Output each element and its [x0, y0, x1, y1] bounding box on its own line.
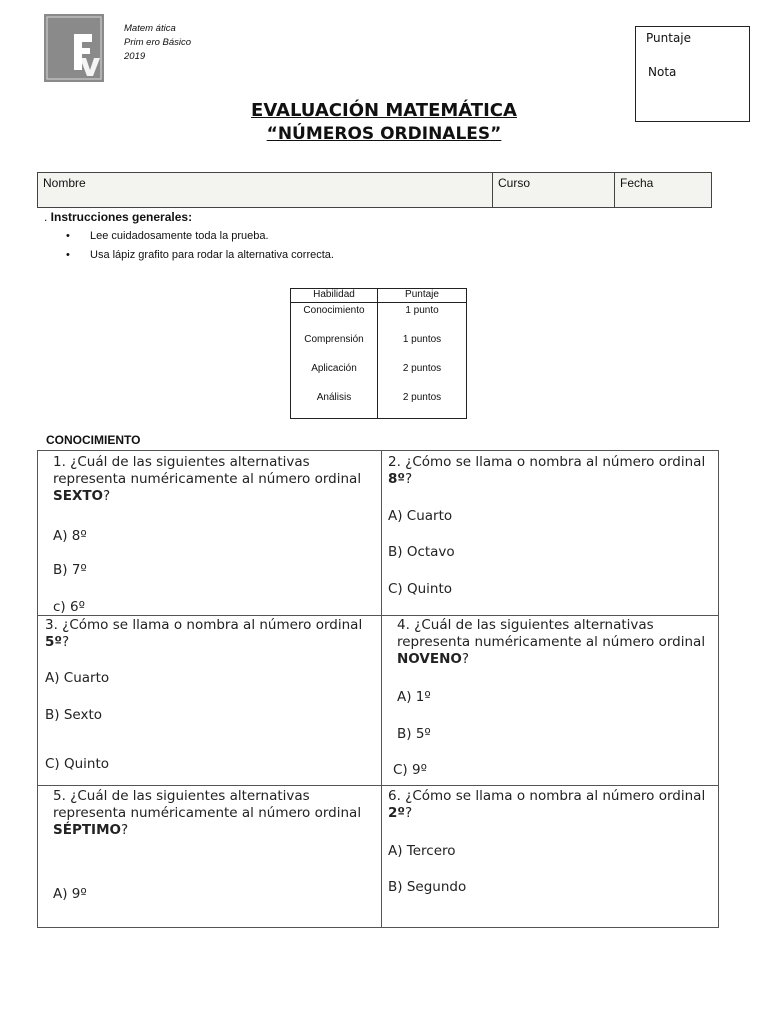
- table-cell: Conocimiento: [291, 303, 378, 332]
- grade-text: Prim ero Básico: [124, 37, 192, 48]
- table-cell: 1 punto: [378, 303, 467, 332]
- instructions-heading: . Instrucciones generales:: [44, 210, 193, 224]
- option-c[interactable]: c) 6º: [53, 599, 85, 615]
- table-row: [291, 390, 467, 419]
- student-info-row: [37, 172, 712, 208]
- table-row: [291, 332, 467, 361]
- school-logo: [44, 14, 104, 82]
- option-b[interactable]: B) Segundo: [388, 879, 467, 895]
- option-b[interactable]: B) 7º: [53, 562, 87, 578]
- subject-text: Matem ática: [124, 23, 176, 34]
- date-field[interactable]: Fecha: [620, 176, 654, 190]
- question-text: 2. ¿Cómo se llama o nombra al número ordinal 8º?: [388, 454, 706, 487]
- table-header: Habilidad: [291, 289, 378, 303]
- option-a[interactable]: A) 1º: [397, 689, 431, 705]
- header-info: [124, 22, 191, 64]
- list-item: • Usa lápiz grafito para rodar la alternativa correcta.: [44, 246, 334, 265]
- option-a[interactable]: A) 8º: [53, 528, 87, 544]
- table-cell: Comprensión: [291, 332, 378, 361]
- grid-divider: [38, 785, 718, 786]
- name-field[interactable]: Nombre: [38, 173, 493, 207]
- table-header-row: [291, 289, 467, 303]
- section-title: CONOCIMIENTO: [46, 433, 141, 447]
- instructions-list: [44, 227, 334, 265]
- question-text: 1. ¿Cuál de las siguientes alternativas representa numéricamente al número ordinal SEXTO?: [53, 454, 362, 504]
- table-cell: 2 puntos: [378, 390, 467, 419]
- list-item: • Lee cuidadosamente toda la prueba.: [44, 227, 334, 246]
- question-text: 5. ¿Cuál de las siguientes alternativas representa numéricamente al número ordinal SÉPTIMO?: [53, 788, 362, 838]
- page-subtitle: “NÚMEROS ORDINALES”: [266, 124, 502, 144]
- year-text: 2019: [124, 51, 146, 62]
- option-a[interactable]: A) 9º: [53, 886, 87, 902]
- question-2: [388, 454, 713, 614]
- option-b[interactable]: B) Octavo: [388, 544, 455, 560]
- question-3: [45, 617, 375, 783]
- table-header: Puntaje: [378, 289, 467, 303]
- table-row: [291, 361, 467, 390]
- question-6: [388, 788, 713, 923]
- option-a[interactable]: A) Cuarto: [388, 508, 453, 524]
- table-cell: 1 puntos: [378, 332, 467, 361]
- questions-grid: [37, 450, 719, 928]
- grid-divider: [38, 615, 718, 616]
- instructions: [44, 210, 334, 265]
- option-b[interactable]: B) 5º: [397, 726, 431, 742]
- table-cell: Aplicación: [291, 361, 378, 390]
- table-row: [291, 303, 467, 332]
- question-text: 6. ¿Cómo se llama o nombra al número ordinal 2º?: [388, 788, 706, 821]
- option-a[interactable]: A) Cuarto: [45, 670, 110, 686]
- course-field[interactable]: Curso: [493, 173, 615, 207]
- grid-divider: [381, 451, 382, 927]
- question-1: [53, 454, 373, 614]
- option-a[interactable]: A) Tercero: [388, 843, 456, 859]
- option-c[interactable]: C) Quinto: [388, 581, 453, 597]
- nota-label: Nota: [648, 65, 677, 79]
- question-5: [53, 788, 373, 923]
- table-cell: Análisis: [291, 390, 378, 419]
- option-b[interactable]: B) Sexto: [45, 707, 102, 723]
- puntaje-label: Puntaje: [646, 31, 692, 45]
- question-text: 3. ¿Cómo se llama o nombra al número ordinal 5º?: [45, 617, 363, 650]
- skills-table: [290, 288, 467, 419]
- option-c[interactable]: C) 9º: [393, 762, 427, 778]
- option-c[interactable]: C) Quinto: [45, 756, 110, 772]
- page-title: EVALUACIÓN MATEMÁTICA: [251, 100, 517, 121]
- question-text: 4. ¿Cuál de las siguientes alternativas representa numéricamente al número ordinal NOVENO?: [397, 617, 706, 667]
- question-4: [393, 617, 715, 783]
- table-cell: 2 puntos: [378, 361, 467, 390]
